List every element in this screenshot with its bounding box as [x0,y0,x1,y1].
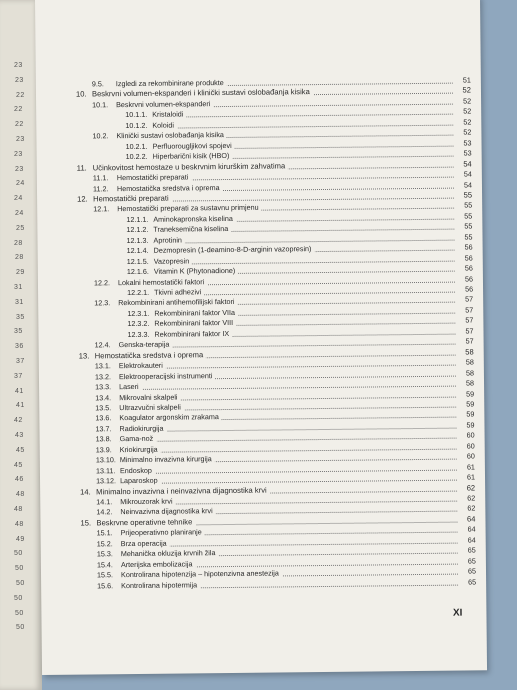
toc-entry-number: 15.6. [97,580,114,590]
toc-entry-page: 59 [466,399,475,409]
toc-entry-number: 9.5. [91,79,104,89]
toc-entry-title: Hemostatička sredstva i oprema [95,350,207,360]
facing-page-number: 50 [16,580,25,587]
toc-entry-number: 13.1. [94,361,111,371]
toc-entry-page: 64 [467,524,476,534]
toc-entry-number: 15.2. [96,539,113,549]
facing-page-number: 35 [14,328,23,336]
dot-leader [152,117,453,128]
facing-page-number: 41 [15,387,24,395]
toc-entry-title: Izgledi za rekombinirane produkte [116,78,227,88]
toc-entry-page: 55 [464,200,473,210]
facing-page-number: 28 [14,239,23,247]
toc-entry-page: 64 [466,514,476,524]
toc-entry-title: Rekombinirani faktor VIII [154,318,236,328]
toc-entry-page: 57 [465,305,474,315]
toc-entry-page: 54 [463,169,472,179]
toc-entry-page: 52 [463,106,472,116]
toc-entry-title: Beskrvne operativne tehnike [96,517,195,527]
facing-page-number: 48 [15,520,24,528]
toc-page [35,0,487,675]
facing-page-number: 45 [14,461,23,469]
toc-entry-title: Hemostatički preparati [93,194,172,204]
toc-entry-title: Elektrooperacijski instrumenti [119,371,216,381]
toc-entry-title-wrap [121,577,458,591]
toc-entry-number: 13. [78,351,90,361]
toc-entry-page: 56 [464,263,473,273]
facing-page-number: 22 [16,91,25,99]
toc-entry-number: 14.2. [96,507,113,517]
toc-entry-number: 12.3.1. [127,308,150,318]
toc-entry-number: 10.2. [92,131,109,141]
facing-page-number: 23 [14,150,23,158]
toc-entry-number: 15.3. [96,549,113,559]
facing-page-number: 23 [14,62,23,69]
toc-entry-page: 60 [466,451,475,461]
toc-entry-title: Prijeoperativno planiranje [121,528,205,538]
toc-entry-page: 57 [465,336,474,346]
toc-entry-number: 12.3. [94,298,111,308]
page-number: XI [452,607,463,619]
facing-page-number: 23 [16,136,25,143]
facing-page-number: 50 [15,609,24,617]
toc-entry-title: Mehanička okluzija krvnih žila [121,548,219,558]
dot-leader [152,107,453,118]
toc-entry-number: 12.2.1. [127,287,150,298]
toc-entry-title: Beskrvni volumen-ekspanderi i klinički sustavi oslobađanja kisika [92,88,313,99]
toc-entry-number: 15.1. [96,528,113,538]
toc-entry-title: Tkivni adhezivi [154,287,204,297]
toc-entry-title: Kristaloidi [152,110,186,119]
toc-entry-title: Koagulator argonskim zrakama [119,412,222,422]
facing-page-number: 42 [14,417,23,425]
toc-entry-number: 13.3. [95,382,112,392]
toc-entry-number: 13.8. [95,434,112,444]
facing-page-number: 25 [16,224,25,232]
toc-entry-number: 12.1.4. [126,246,149,256]
toc-entry-number: 12.1.6. [126,266,149,277]
toc-entry-page: 65 [467,566,477,576]
facing-page-number: 36 [15,343,24,351]
toc-entry-page: 52 [463,127,472,137]
toc-entry-title: Vitamin K (Phytonadione) [154,266,238,276]
facing-page-number: 48 [16,491,25,499]
facing-page-number: 24 [16,180,25,188]
toc-entry-title: Kriokirurgija [120,444,161,453]
toc-entry-title: Kontrolirana hipotermija [121,580,200,590]
toc-entry-page: 56 [464,253,473,263]
toc-entry-page: 57 [465,294,474,304]
toc-entry-page: 55 [464,221,473,231]
facing-page-number: 31 [14,284,23,291]
toc-entry-title: Klinički sustavi oslobađanja kisika [116,130,227,140]
toc-entry-number: 13.6. [95,413,112,423]
toc-entry-number: 10.2.1. [125,141,148,151]
toc-entry-number: 13.10. [95,455,116,465]
toc-entry-number: 12.1.2. [126,225,149,235]
toc-entry-page: 55 [464,211,473,221]
toc-entry-page: 60 [466,430,475,440]
toc-entry-title: Aprotinin [153,235,184,244]
toc-entry-title: Laseri [119,382,142,391]
facing-page-number: 50 [14,550,23,558]
toc-entry-number: 13.11. [95,465,116,476]
facing-page-number: 49 [16,535,25,543]
toc-entry-page: 65 [467,556,476,566]
toc-entry-title: Minimalno invazivna kirurgija [120,454,215,464]
toc-entry-title: Mikrovalni skalpeli [119,392,180,402]
toc-entry-title: Učinkovitost hemostaze u beskrvnim kirurškim zahvatima [93,161,289,172]
toc-entry-title: Hemostatička sredstva i oprema [117,183,223,193]
toc-entry-page: 59 [466,420,475,430]
toc-entry-page: 62 [467,493,476,503]
facing-page-number: 22 [15,121,24,129]
toc-entry-number: 15.5. [96,570,114,580]
toc-entry-number: 12.1.3. [126,235,149,245]
toc-entry-title: Aminokapronska kiselina [153,214,236,224]
toc-entry-page: 59 [466,409,475,419]
toc-entry-page: 54 [463,159,472,169]
toc-entry-title: Koloidi [152,120,177,129]
toc-entry-title: Rekombinirani antihemofilijski faktori [118,297,237,307]
toc-entry-page: 55 [463,190,473,200]
toc-entry-number: 15. [80,518,92,528]
toc-entry-page: 62 [467,503,476,513]
toc-entry-page: 58 [465,368,474,378]
toc-entry-page: 54 [463,179,473,190]
toc-entry-number: 10. [75,89,87,100]
toc-entry-page: 58 [465,357,474,367]
toc-entry-number: 12.1.5. [126,256,149,266]
toc-entry-title: Brza operacija [121,538,170,548]
facing-page-number: 28 [15,254,24,262]
toc-entry-number: 13.7. [95,424,112,434]
toc-entry-page: 62 [466,482,476,493]
toc-entry-title: Kontrolirana hipotenzija – hipotenzivna anestezija [121,569,282,580]
facing-page-number: 23 [15,165,24,173]
toc-entry-number: 10.1.1. [125,110,148,120]
facing-page-number: 24 [14,195,23,203]
toc-entry-number: 12.1. [93,204,110,214]
toc-entry-number: 12.3.3. [127,329,150,339]
toc-entry-number: 12.3.2. [127,319,150,329]
toc-entry-page: 56 [465,284,474,294]
toc-entry-page: 58 [465,347,474,357]
toc-entry-number: 13.9. [95,444,112,455]
toc-entry-title: Laparoskop [120,476,161,485]
toc-entry-page: 65 [467,545,476,555]
toc-entry-title: Traneksemična kiselina [153,224,231,234]
toc-entry-title: Rekombinirani faktor VIIa [154,308,238,318]
toc-entry-page: 61 [466,462,475,472]
toc-entry-number: 12.1.1. [126,214,149,224]
facing-page-number: 35 [16,313,25,321]
facing-page-number: 43 [15,432,24,439]
toc-entry-number: 13.5. [95,403,112,413]
toc-entry-number: 14. [80,486,91,497]
facing-page-number: 24 [15,210,24,217]
toc-entry-title: Gama-nož [120,434,157,443]
toc-entry-page: 65 [468,577,477,587]
toc-entry-page: 60 [466,441,475,451]
toc-entry-number: 12.2. [93,277,111,287]
toc-entry-title: Hiperbarični kisik (HBO) [153,151,233,161]
toc-entry-title: Mikrouzorak krvi [120,497,175,507]
toc-entry-number: 13.4. [95,392,112,402]
toc-entry-title: Minimalno invazivna i neinvazivna dijagnostika krvi [96,485,270,496]
toc-entry-title: Genska-terapija [119,340,173,350]
facing-page-number: 45 [16,446,25,454]
facing-page-number: 29 [16,269,25,277]
facing-page-number: 41 [16,402,25,410]
toc-entry-page: 51 [462,75,471,85]
toc-entry-page: 53 [463,138,472,148]
toc-entry-number: 11.1. [92,173,109,183]
toc-entry-title: Endoskop [120,465,155,474]
toc-entry-title: Arterijska embolizacija [121,559,196,569]
toc-entry-title: Rekombinirani faktor IX [154,329,232,339]
toc-entry-page: 59 [466,388,475,399]
toc-entry-title: Dezmopresin (1-deamino-8-D-arginin vazopresin) [154,244,315,255]
toc-entry-number: 10.1.2. [125,120,148,130]
toc-entry-page: 52 [463,96,472,106]
facing-page-number: 48 [14,506,23,513]
toc-entry-number: 12.4. [94,340,111,350]
toc-entry-number: 11. [76,163,87,173]
facing-page-number: 50 [16,624,25,632]
toc-entry-page: 52 [463,117,472,127]
toc-entry-title: Vazopresin [154,256,193,265]
facing-page-number: 37 [14,372,23,380]
toc-entry-page: 61 [466,472,476,482]
toc-entry-number: 13.12. [95,476,117,486]
toc-entry-title: Radiokirurgija [119,423,166,432]
toc-entry-number: 11.2. [92,183,109,193]
toc-entry-title: Elektrokauteri [119,361,166,370]
toc-entry-title: Ultrazvučni skalpeli [119,402,184,412]
facing-page-number: 46 [15,476,24,484]
toc-entry-page: 56 [464,273,473,284]
toc-entry-page: 56 [464,242,473,252]
toc-entry-page: 53 [463,148,472,158]
toc-entry-number: 12. [77,194,88,204]
toc-entry-number: 14.1. [96,497,113,507]
facing-page-number: 50 [14,594,23,602]
toc-entry-page: 57 [465,326,474,336]
toc-entry-title: Lokalni hemostatički faktori [118,277,207,287]
toc-entry-title: Hemostatički preparati za sustavnu primjenu [117,203,262,214]
toc-entry-number: 10.2.2. [125,151,148,162]
toc-entry-title: Neinvazivna dijagnostika krvi [120,507,215,517]
toc-entry-title: Hemostatički preparati [117,172,192,182]
toc-entry-page: 57 [465,315,474,325]
toc-entry-title: Beskrvni volumen-ekspanderi [116,99,213,109]
facing-page-number: 22 [14,106,23,114]
toc-entry-number: 15.4. [96,559,113,570]
facing-page-number: 23 [15,76,24,84]
facing-page-number: 37 [16,358,25,365]
toc-entry-page: 64 [467,535,476,545]
toc-entry-number: 10.1. [92,100,109,110]
toc-entry-number: 13.2. [94,371,111,381]
facing-page-number: 31 [15,298,24,306]
facing-page-number: 50 [15,565,24,573]
toc-entry-page: 58 [465,378,475,388]
toc-entry-page: 55 [464,232,473,242]
toc-entry-page: 52 [462,85,472,95]
toc-entry-title: Perfluorougljikovi spojevi [152,141,234,151]
